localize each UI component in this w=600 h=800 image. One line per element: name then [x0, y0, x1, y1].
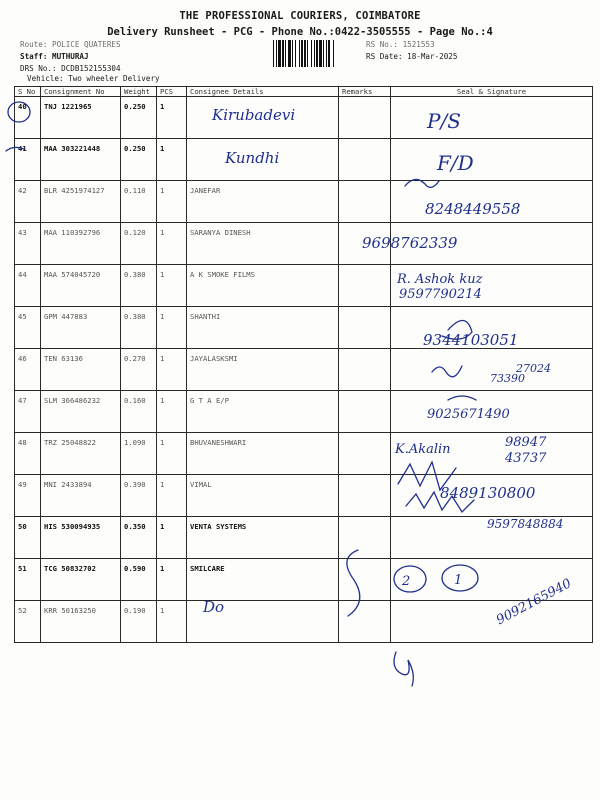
cell-consignment: GPM 447883: [41, 307, 121, 349]
table-row: [15, 265, 593, 307]
cell-signature: [391, 97, 593, 139]
cell-pcs: 1: [157, 223, 187, 265]
col-header-sno: S No: [15, 87, 41, 97]
cell-signature: [391, 307, 593, 349]
cell-weight: 0.350: [121, 517, 157, 559]
signature-40: Kirubadevi: [212, 106, 296, 124]
phone-46b: 27024: [516, 362, 551, 375]
cell-pcs: 1: [157, 433, 187, 475]
cell-signature: [391, 475, 593, 517]
cell-remarks: [339, 475, 391, 517]
cell-consignee: SARANYA DINESH: [187, 223, 339, 265]
cell-consignee: SMILCARE: [187, 559, 339, 601]
signature-52: Do: [203, 598, 225, 616]
table-row: [15, 391, 593, 433]
staff-label: Staff: MUTHURAJ: [20, 52, 89, 61]
table-row: [15, 517, 593, 559]
cell-consignee: [187, 601, 339, 643]
table-row: [15, 433, 593, 475]
table-row: [15, 181, 593, 223]
cell-weight: 0.250: [121, 97, 157, 139]
cell-consignee: A K SMOKE FILMS: [187, 265, 339, 307]
cell-remarks: [339, 97, 391, 139]
runsheet-table: [14, 86, 593, 643]
cell-remarks: [339, 307, 391, 349]
cell-sno: 45: [15, 307, 41, 349]
name-48: K.Akalin: [395, 442, 451, 457]
rs-date: RS Date: 18-Mar-2025: [366, 52, 458, 61]
cell-signature: [391, 601, 593, 643]
cell-weight: 0.160: [121, 391, 157, 433]
cell-consignee: JANEFAR: [187, 181, 339, 223]
col-header-remarks: Remarks: [339, 87, 391, 97]
phone-49: 8489130800: [440, 484, 536, 502]
cell-pcs: 1: [157, 559, 187, 601]
cell-weight: 0.590: [121, 559, 157, 601]
seal-51a: 2: [402, 574, 411, 589]
cell-sno: 48: [15, 433, 41, 475]
cell-pcs: 1: [157, 391, 187, 433]
phone-50: 9597848884: [487, 517, 564, 531]
cell-consignment: MAA 303221448: [41, 139, 121, 181]
cell-consignment: TEN 63136: [41, 349, 121, 391]
cell-sno: 46: [15, 349, 41, 391]
cell-pcs: 1: [157, 181, 187, 223]
phone-42: 8248449558: [425, 200, 521, 218]
drs-number: DRS No.: DCDB152155304: [20, 64, 121, 73]
cell-remarks: [339, 349, 391, 391]
cell-remarks: [339, 223, 391, 265]
table-row: [15, 349, 593, 391]
cell-consignment: MAA 574045720: [41, 265, 121, 307]
cell-consignee: VIMAL: [187, 475, 339, 517]
cell-weight: 0.120: [121, 223, 157, 265]
cell-signature: [391, 517, 593, 559]
cell-pcs: 1: [157, 307, 187, 349]
table-row: [15, 559, 593, 601]
cell-consignment: MNI 2433894: [41, 475, 121, 517]
col-header-pcs: PCS: [157, 87, 187, 97]
signature-41: Kundhi: [225, 149, 280, 167]
cell-weight: 0.390: [121, 475, 157, 517]
cell-sno: 49: [15, 475, 41, 517]
cell-sno: 41: [15, 139, 41, 181]
cell-remarks: [339, 391, 391, 433]
cell-signature: [391, 265, 593, 307]
seal-41: F/D: [437, 151, 474, 175]
barcode-image: [273, 40, 358, 67]
seal-51b: 1: [454, 573, 463, 588]
cell-remarks: [339, 181, 391, 223]
cell-consignment: TNJ 1221965: [41, 97, 121, 139]
cell-sno: 40: [15, 97, 41, 139]
cell-consignment: MAA 110392796: [41, 223, 121, 265]
cell-signature: [391, 139, 593, 181]
table-row: [15, 97, 593, 139]
cell-consignee: G T A E/P: [187, 391, 339, 433]
col-header-weight: Weight: [121, 87, 157, 97]
bottom-tick-mark: [394, 652, 413, 686]
table-row: [15, 307, 593, 349]
phone-48a: 98947: [505, 435, 547, 450]
table-row: [15, 223, 593, 265]
rs-number: RS No.: 1521553: [366, 40, 435, 49]
runsheet-title: THE PROFESSIONAL COURIERS, COIMBATORE: [179, 10, 421, 22]
cell-consignment: TCG 50832702: [41, 559, 121, 601]
cell-pcs: 1: [157, 139, 187, 181]
cell-pcs: 1: [157, 97, 187, 139]
col-header-signature: Seal & Signature: [391, 87, 593, 97]
cell-sno: 51: [15, 559, 41, 601]
table-row: [15, 475, 593, 517]
phone-48b: 43737: [505, 451, 547, 466]
phone-46a: 73390: [490, 372, 525, 385]
cell-signature: [391, 349, 593, 391]
col-header-consignee: Consignee Details: [187, 87, 339, 97]
cell-consignee: [187, 97, 339, 139]
cell-signature: [391, 559, 593, 601]
cell-sno: 47: [15, 391, 41, 433]
table-row: [15, 139, 593, 181]
cell-consignment: HIS 530094935: [41, 517, 121, 559]
cell-consignee: JAYALASKSMI: [187, 349, 339, 391]
cell-sno: 43: [15, 223, 41, 265]
col-header-consignment: Consignment No: [41, 87, 121, 97]
cell-remarks: [339, 601, 391, 643]
cell-consignee: BHUVANESHWARI: [187, 433, 339, 475]
cell-remarks: [339, 265, 391, 307]
cell-weight: 0.110: [121, 181, 157, 223]
cell-remarks: [339, 559, 391, 601]
vehicle-label: Vehicle: Two wheeler Delivery: [27, 74, 160, 83]
cell-sno: 42: [15, 181, 41, 223]
phone-45: 9344103051: [423, 331, 519, 349]
cell-consignee: SHANTHI: [187, 307, 339, 349]
cell-weight: 0.250: [121, 139, 157, 181]
cell-weight: 0.190: [121, 601, 157, 643]
table-header-row: [15, 87, 593, 97]
phone-43: 9698762339: [362, 234, 458, 252]
cell-pcs: 1: [157, 517, 187, 559]
cell-sno: 44: [15, 265, 41, 307]
cell-weight: 0.270: [121, 349, 157, 391]
table-row: [15, 601, 593, 643]
cell-remarks: [339, 517, 391, 559]
cell-pcs: 1: [157, 349, 187, 391]
cell-consignment: TRZ 25048822: [41, 433, 121, 475]
cell-remarks: [339, 139, 391, 181]
cell-weight: 1.090: [121, 433, 157, 475]
cell-sno: 52: [15, 601, 41, 643]
cell-consignment: BLR 4251974127: [41, 181, 121, 223]
phone-44: 9597790214: [399, 287, 482, 302]
route-label: Route: POLICE QUATERES: [20, 40, 121, 49]
cell-pcs: 1: [157, 475, 187, 517]
runsheet-subtitle: Delivery Runsheet - PCG - Phone No.:0422-3505555 - Page No.:4: [107, 26, 493, 38]
cell-pcs: 1: [157, 265, 187, 307]
cell-consignment: SLM 366486232: [41, 391, 121, 433]
cell-weight: 0.380: [121, 307, 157, 349]
phone-47: 9025671490: [427, 407, 510, 422]
cell-signature: [391, 433, 593, 475]
cell-signature: [391, 391, 593, 433]
name-44: R. Ashok kuz: [397, 272, 483, 287]
phone-51: 9092165940: [493, 576, 575, 629]
cell-sno: 50: [15, 517, 41, 559]
cell-remarks: [339, 433, 391, 475]
cell-weight: 0.380: [121, 265, 157, 307]
cell-consignee: [187, 139, 339, 181]
cell-consignment: KRR 50163250: [41, 601, 121, 643]
seal-40: P/S: [427, 109, 461, 133]
cell-consignee: VENTA SYSTEMS: [187, 517, 339, 559]
cell-pcs: 1: [157, 601, 187, 643]
cell-signature: [391, 181, 593, 223]
cell-signature: [391, 223, 593, 265]
